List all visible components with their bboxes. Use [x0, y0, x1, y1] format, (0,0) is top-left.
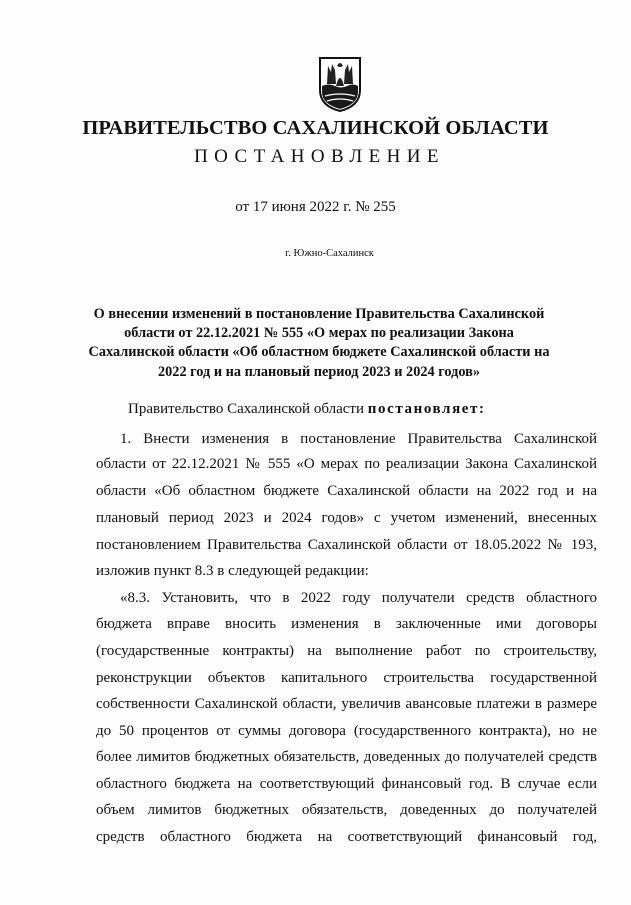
body-line: до 50 процентов от суммы договора (государственного контракта), но не	[96, 723, 597, 739]
document-date-number: от 17 июня 2022 г. № 255	[235, 199, 396, 215]
document-title	[80, 305, 558, 382]
title-line: Сахалинской области «Об областном бюджете Сахалинской области на	[88, 344, 550, 361]
title-line: О внесении изменений в постановление Правительства Сахалинской	[93, 306, 545, 322]
title-line: области от 22.12.2021 № 555 «О мерах по реализации Закона	[124, 325, 514, 342]
title-line: 2022 год и на плановый период 2023 и 2024 годов»	[158, 363, 480, 380]
body-line: плановый период 2023 и 2024 годов» с учетом изменений, внесенных	[96, 510, 597, 526]
body-line: области «Об областном бюджете Сахалинской области на 2022 год и на	[96, 483, 597, 499]
body-line: «8.3. Установить, что в 2022 году получатели средств областного	[120, 590, 597, 606]
preamble-keyword: постановляет:	[367, 401, 486, 417]
body-line: средств областного бюджета на соответствующий финансовый год,	[96, 829, 597, 845]
coat-of-arms-icon	[317, 56, 363, 112]
body-line: областного бюджета на соответствующий финансовый год. В случае если	[96, 776, 597, 792]
organization-name: ПРАВИТЕЛЬСТВО САХАЛИНСКОЙ ОБЛАСТИ	[82, 117, 549, 139]
body-line: постановлением Правительства Сахалинской области от 18.05.2022 № 193,	[96, 537, 597, 553]
body-line: объем лимитов бюджетных обязательств, доведенных до получателей	[96, 802, 597, 818]
preamble-text: Правительство Сахалинской области	[128, 401, 368, 417]
document-type: ПОСТАНОВЛЕНИЕ	[194, 146, 445, 167]
body-line: бюджета вправе вносить изменения в заключенные ими договоры	[96, 616, 597, 632]
document-place: г. Южно-Сахалинск	[285, 248, 374, 259]
body-line: реконструкции объектов капитального строительства государственной	[96, 670, 597, 686]
body-line: 1. Внести изменения в постановление Правительства Сахалинской	[120, 431, 597, 447]
body-line: собственности Сахалинской области, увеличив авансовые платежи в размере	[96, 696, 597, 712]
body-line: области от 22.12.2021 № 555 «О мерах по реализации Закона Сахалинской	[96, 456, 597, 472]
body-line: более лимитов бюджетных обязательств, доведенных до получателей средств	[96, 749, 597, 765]
body-line: изложив пункт 8.3 в следующей редакции:	[96, 563, 369, 579]
preamble-line	[96, 401, 597, 418]
body-line: (государственные контракты) на выполнение работ по строительству,	[96, 643, 597, 659]
